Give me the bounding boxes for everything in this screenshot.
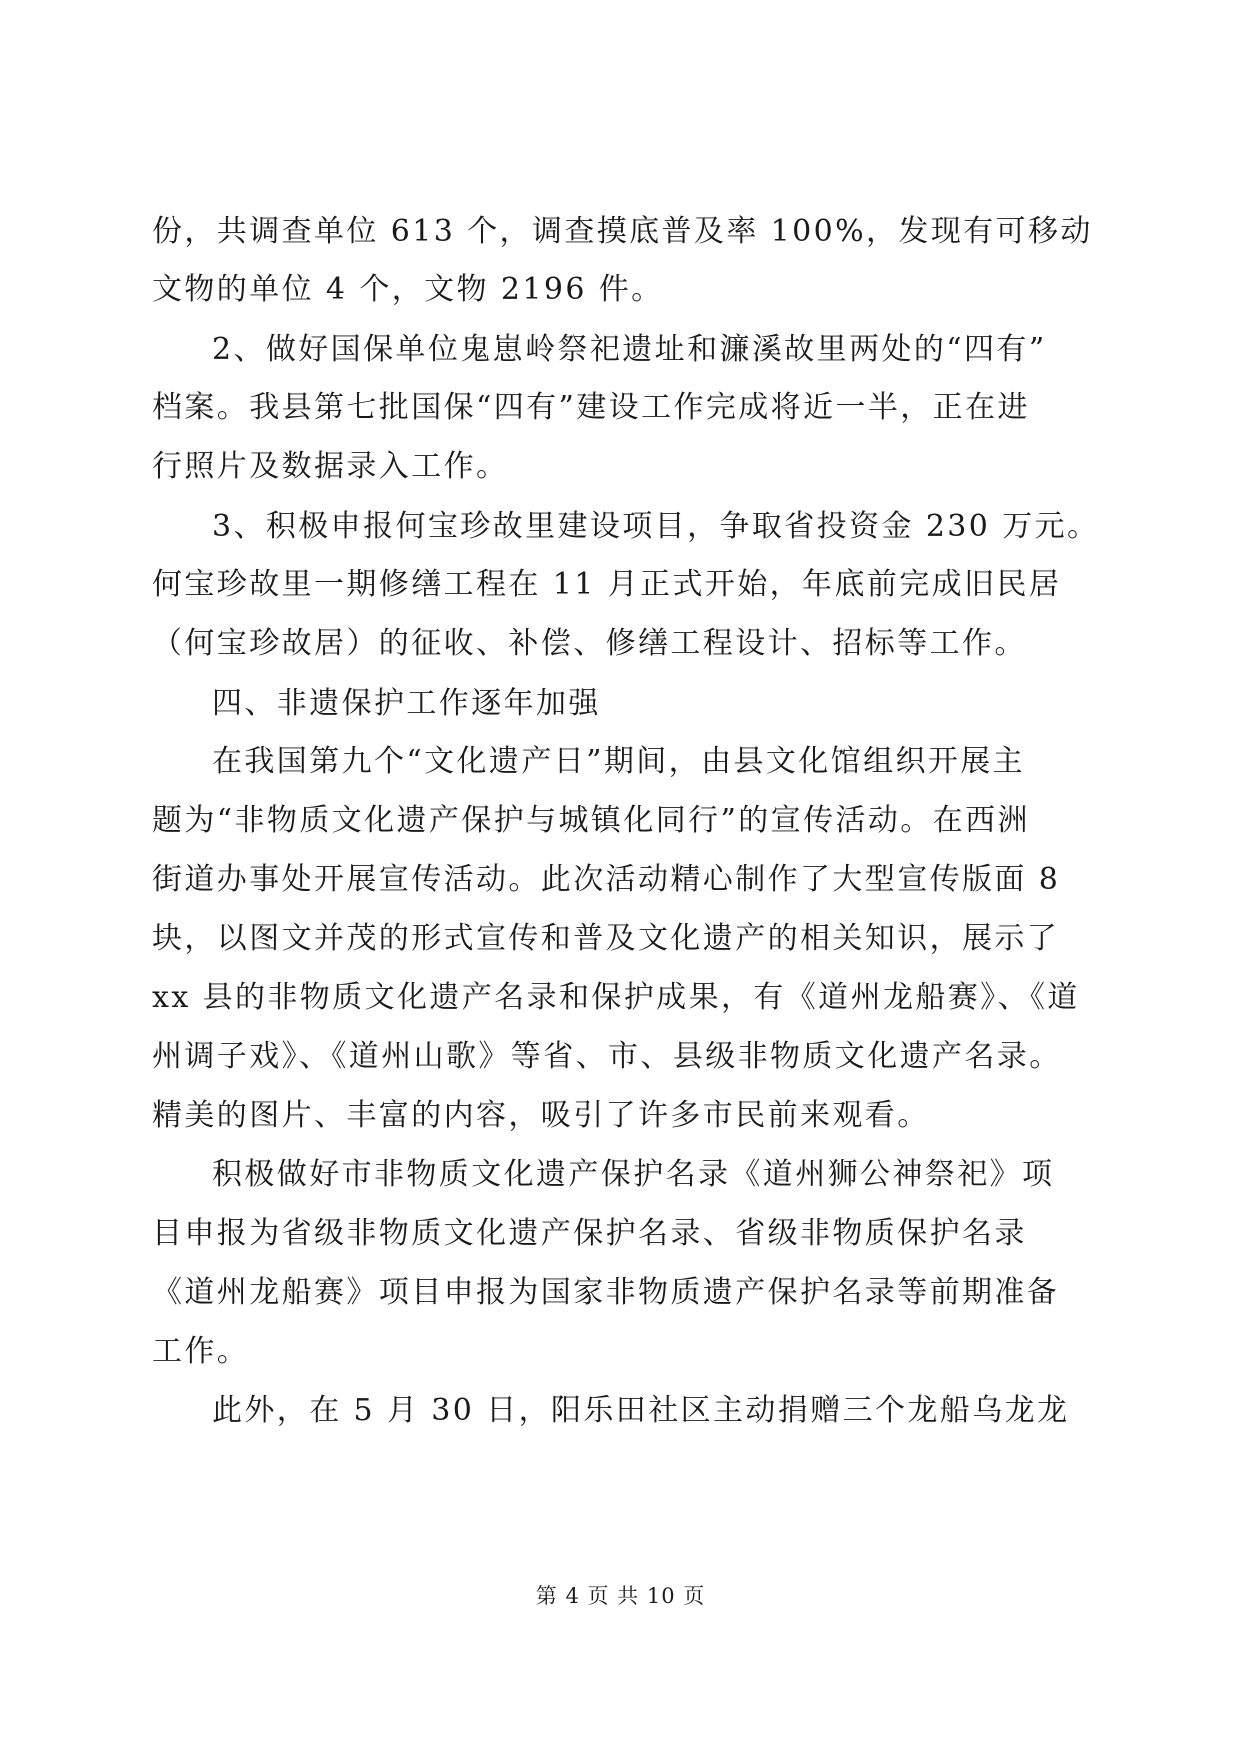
text-line: xx 县的非物质文化遗产名录和保护成果，有《道州龙船赛》、《道 [152, 980, 1080, 1015]
page-footer: 第 4 页 共 10 页 [535, 1584, 706, 1608]
text-line: 块，以图文并茂的形式宣传和普及文化遗产的相关知识，展示了 [152, 921, 1060, 956]
text-line: 街道办事处开展宣传活动。此次活动精心制作了大型宣传版面 8 [152, 862, 1061, 897]
text-line: 份，共调查单位 613 个，调查摸底普及率 100%，发现有可移动 [152, 214, 1093, 249]
text-line: （何宝珍故居）的征收、补偿、修缮工程设计、招标等工作。 [152, 626, 1027, 661]
text-line: 工作。 [152, 1334, 250, 1369]
text-line: 题为“非物质文化遗产保护与城镇化同行”的宣传活动。在西洲 [152, 803, 1030, 838]
text-line: 在我国第九个“文化遗产日”期间，由县文化馆组织开展主 [212, 744, 1026, 779]
text-line: 档案。我县第七批国保“四有”建设工作完成将近一半，正在进 [152, 390, 1030, 425]
text-line: 州调子戏》、《道州山歌》等省、市、县级非物质文化遗产名录。 [152, 1039, 1062, 1074]
text-line: 《道州龙船赛》项目申报为国家非物质遗产保护名录等前期准备 [152, 1275, 1060, 1310]
text-line: 2、做好国保单位鬼崽岭祭祀遗址和濂溪故里两处的“四有” [212, 332, 1047, 367]
text-line: 何宝珍故里一期修缮工程在 11 月正式开始，年底前完成旧民居 [152, 567, 1062, 602]
text-line: 文物的单位 4 个，文物 2196 件。 [152, 272, 664, 307]
text-line: 3、积极申报何宝珍故里建设项目，争取省投资金 230 万元。 [212, 509, 1100, 544]
section-heading: 四、非遗保护工作逐年加强 [212, 686, 601, 721]
text-line: 行照片及数据录入工作。 [152, 449, 509, 484]
text-line: 精美的图片、丰富的内容，吸引了许多市民前来观看。 [152, 1098, 930, 1133]
text-line: 目申报为省级非物质文化遗产保护名录、省级非物质保护名录 [152, 1216, 1027, 1251]
text-line: 积极做好市非物质文化遗产保护名录《道州狮公神祭祀》项 [212, 1157, 1055, 1192]
text-line: 此外，在 5 月 30 日，阳乐田社区主动捐赠三个龙船乌龙龙 [212, 1393, 1070, 1428]
